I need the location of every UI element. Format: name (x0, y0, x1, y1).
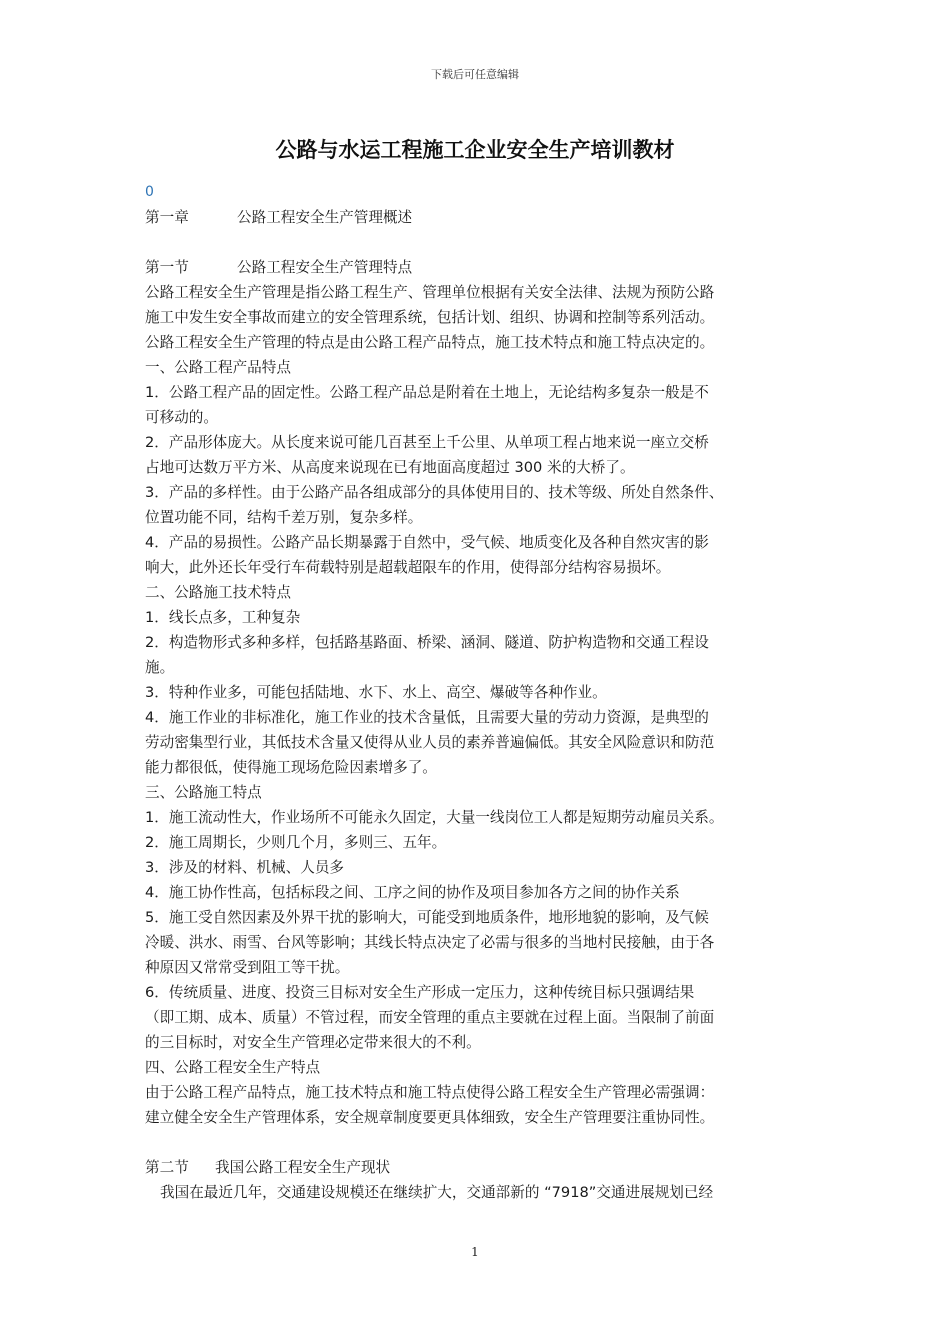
subheading: 四、公路工程安全生产特点 (145, 1059, 321, 1076)
blank-line (145, 1130, 805, 1155)
body-line: 2．产品形体庞大。从长度来说可能几百甚至上千公里、从单项工程占地来说一座立交桥 (145, 434, 709, 451)
body-line: 公路工程安全生产管理的特点是由公路工程产品特点，施工技术特点和施工特点决定的。 (145, 334, 715, 351)
body-line: 3．涉及的材料、机械、人员多 (145, 859, 345, 876)
body-line: 4．施工协作性高，包括标段之间、工序之间的协作及项目参加各方之间的协作关系 (145, 884, 680, 901)
chapter-title: 公路工程安全生产管理概述 (237, 209, 413, 226)
blank-line (145, 230, 805, 255)
body-line: 冷暖、洪水、雨雪、台风等影响；其线长特点决定了必需与很多的当地村民接触，由于各 (145, 934, 715, 951)
body-line: 我国在最近几年，交通建设规模还在继续扩大，交通部新的 “7918”交通进展规划已经 (160, 1184, 714, 1201)
section-label: 第一节 (145, 259, 189, 276)
body-line: 5．施工受自然因素及外界干扰的影响大，可能受到地质条件，地形地貌的影响，及气候 (145, 909, 709, 926)
section-heading (145, 255, 805, 280)
section-label: 第二节 (145, 1159, 189, 1176)
body-line: 种原因又常常受到阻工等干扰。 (145, 959, 350, 976)
chapter-label: 第一章 (145, 209, 189, 226)
body-line: 施工中发生安全事故而建立的安全管理系统，包括计划、组织、协调和控制等系列活动。 (145, 309, 715, 326)
body-line: 3．产品的多样性。由于公路产品各组成部分的具体使用目的、技术等级、所处自然条件、 (145, 484, 724, 501)
body-line: 2．构造物形式多种多样，包括路基路面、桥梁、涵洞、隧道、防护构造物和交通工程设 (145, 634, 709, 651)
body-line: 2．施工周期长，少则几个月，多则三、五年。 (145, 834, 447, 851)
body-line: （即工期、成本、质量）不管过程，而安全管理的重点主要就在过程上面。当限制了前面 (145, 1009, 715, 1026)
chapter-heading (145, 205, 805, 230)
body-line: 1．公路工程产品的固定性。公路工程产品总是附着在土地上，无论结构多复杂一般是不 (145, 384, 709, 401)
section-title: 我国公路工程安全生产现状 (215, 1159, 391, 1176)
body-line: 的三目标时，对安全生产管理必定带来很大的不利。 (145, 1034, 481, 1051)
body-line: 4．产品的易损性。公路产品长期暴露于自然中，受气候、地质变化及各种自然灾害的影 (145, 534, 709, 551)
body-line: 响大，此外还长年受行车荷载特别是超载超限车的作用，使得部分结构容易损坏。 (145, 559, 671, 576)
document-title: 公路与水运工程施工企业安全生产培训教材 (275, 138, 675, 162)
body-line: 公路工程安全生产管理是指公路工程生产、管理单位根据有关安全法律、法规为预防公路 (145, 284, 715, 301)
toc-marker: 0 (145, 184, 154, 200)
body-line: 劳动密集型行业，其低技术含量又使得从业人员的素养普遍偏低。其安全风险意识和防范 (145, 734, 715, 751)
body-line: 3．特种作业多，可能包括陆地、水下、水上、高空、爆破等各种作业。 (145, 684, 607, 701)
body-line: 建立健全安全生产管理体系，安全规章制度要更具体细致，安全生产管理要注重协同性。 (145, 1109, 715, 1126)
page-number: 1 (471, 1245, 479, 1259)
page-header: 下载后可任意编辑 (431, 68, 519, 81)
body-line: 4．施工作业的非标准化，施工作业的技术含量低，且需要大量的劳动力资源，是典型的 (145, 709, 709, 726)
section-heading (145, 1155, 805, 1180)
body-line: 可移动的。 (145, 409, 218, 426)
body-line: 6．传统质量、进度、投资三目标对安全生产形成一定压力，这种传统目标只强调结果 (145, 984, 695, 1001)
section-title: 公路工程安全生产管理特点 (237, 259, 413, 276)
body-line: 占地可达数万平方米、从高度来说现在已有地面高度超过 300 米的大桥了。 (145, 459, 635, 476)
document-body (145, 180, 805, 1205)
subheading: 二、公路施工技术特点 (145, 584, 291, 601)
body-line: 1．施工流动性大，作业场所不可能永久固定，大量一线岗位工人都是短期劳动雇员关系。 (145, 809, 724, 826)
body-line: 由于公路工程产品特点，施工技术特点和施工特点使得公路工程安全生产管理必需强调： (145, 1084, 715, 1101)
body-line: 1．线长点多，工种复杂 (145, 609, 301, 626)
body-line: 能力都很低，使得施工现场危险因素增多了。 (145, 759, 437, 776)
body-line: 位置功能不同，结构千差万别，复杂多样。 (145, 509, 423, 526)
subheading: 一、公路工程产品特点 (145, 359, 291, 376)
subheading: 三、公路施工特点 (145, 784, 262, 801)
body-line: 施。 (145, 659, 175, 676)
